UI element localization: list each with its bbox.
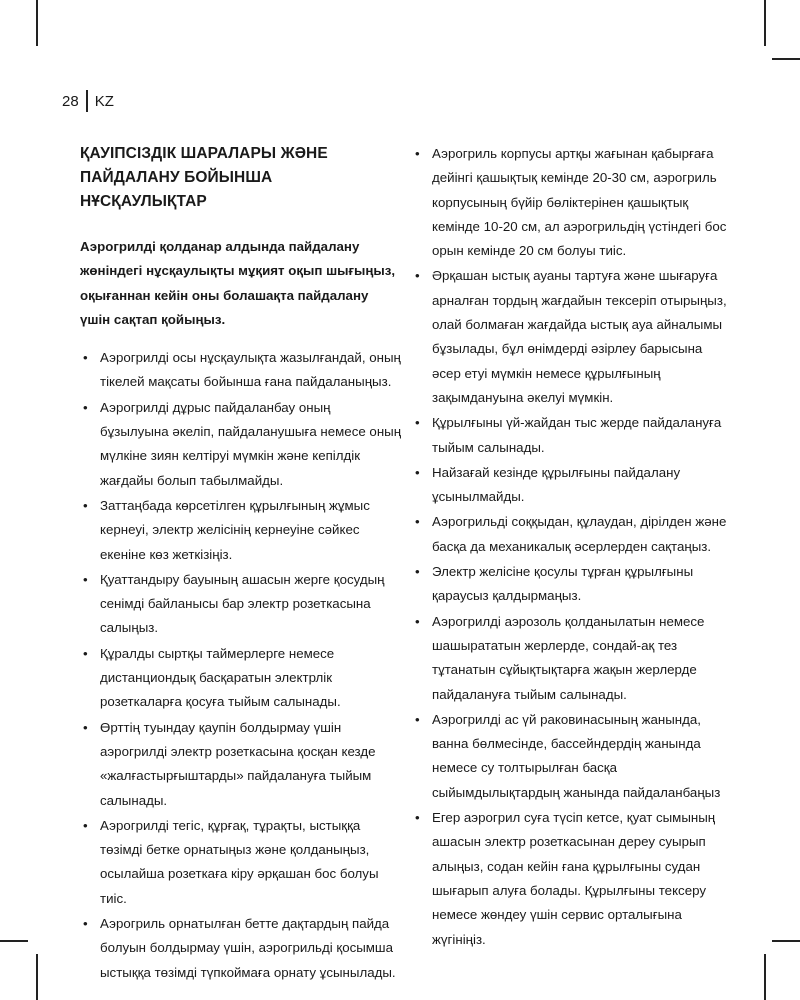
list-item: • Аэрогрилді аэрозоль қолданылатын немесе шашырататын жерлерде, сондай-ақ тез тұтанатын сұйықтықтарға жақын жерлерде пайдалануға тыйым салынады. [412, 610, 734, 707]
crop-mark-bottom-left-h [0, 940, 28, 942]
section-title: ҚАУІПСІЗДІК ШАРАЛАРЫ ЖӘНЕ ПАЙДАЛАНУ БОЙЫНША НҰСҚАУЛЫҚТАР [80, 145, 328, 210]
bullet-icon: • [415, 711, 420, 727]
bullet-icon: • [83, 399, 88, 415]
bullet-icon: • [83, 497, 88, 513]
bullet-icon: • [415, 146, 420, 161]
list-item: • Қуаттандыру бауының ашасын жерге қосудың сенімді байланысы бар электр розеткасына салыңыз. [80, 568, 402, 641]
bullet-icon: • [415, 464, 420, 480]
language-code: KZ [94, 92, 114, 110]
bullet-icon: • [415, 514, 420, 530]
list-item: • Аэрогрилді осы нұсқаулықта жазылғандай, оның тікелей мақсаты бойынша ғана пайдаланыңыз. [80, 346, 402, 395]
bullet-icon: • [415, 268, 420, 284]
crop-mark-bottom-right [764, 954, 766, 1000]
page-number: 28 [62, 92, 79, 110]
crop-mark-top-right [764, 0, 766, 46]
bullet-icon: • [83, 719, 88, 735]
right-column [412, 142, 734, 953]
right-safety-list [412, 142, 734, 952]
list-item: • Аэрогрилді тегіс, құрғақ, тұрақты, ыстыққа төзімді бетке орнатыңыз және қолданыңыз, осылайша розеткаға кіру әрқашан бос болуы тиіс. [80, 814, 402, 911]
list-item: • Өрттің туындау қаупін болдырмау үшін аэрогрилді электр розеткасына қосқан кезде «жалғастырғыштарды» пайдалануға тыйым салынады. [80, 716, 402, 813]
bullet-icon: • [415, 613, 420, 629]
list-item: • Құрылғыны үй-жайдан тыс жерде пайдалануға тыйым салынады. [412, 411, 734, 460]
bullet-icon: • [83, 645, 88, 661]
bullet-icon: • [83, 916, 88, 932]
bullet-icon: • [415, 415, 420, 431]
list-item: • Әрқашан ыстық ауаны тартуға және шығаруға арналған тордың жағдайын тексеріп отырыңыз, олай болмаған жағдайда ыстық ауа айналымы бұзылады, бұл өнімдерді әзірлеу барысына әсер етуі мүмкін немесе құрылғының зақымдануына әкелуі мүмкін. [412, 264, 734, 410]
list-item: • Найзағай кезінде құрылғыны пайдалану ұсынылмайды. [412, 461, 734, 510]
bullet-icon: • [415, 564, 420, 580]
left-safety-list [80, 346, 402, 985]
bullet-icon: • [83, 571, 88, 587]
crop-mark-bottom-left [36, 954, 38, 1000]
list-item: • Аэрогрилді дұрыс пайдаланбау оның бұзылуына әкеліп, пайдаланушыға немесе оның мүлкіне зиян келтіруі мүмкін және кепілдік жағдайы болып табылмайды. [80, 396, 402, 493]
crop-mark-top-right-h [772, 58, 800, 60]
list-item: • Құралды сыртқы таймерлерге немесе дистанциондық басқаратын электрлік розеткаларға қосуға тыйым салынады. [80, 642, 402, 715]
bullet-icon: • [415, 810, 420, 826]
list-item: • Аэрогрильді соққыдан, құлаудан, дірілден және басқа да механикалық әсерлерден сақтаңыз. [412, 510, 734, 559]
list-item: • Электр желісіне қосулы тұрған құрылғыны қараусыз қалдырмаңыз. [412, 560, 734, 609]
bullet-icon: • [83, 817, 88, 833]
bullet-icon: • [83, 350, 88, 366]
list-item: • Заттаңбада көрсетілген құрылғының жұмыс кернеуі, электр желісінің кернеуіне сәйкес екеніне көз жеткізіңіз. [80, 494, 402, 567]
page-header [62, 90, 114, 112]
list-item: • Аэрогриль корпусы артқы жағынан қабырғаға дейінгі қашықтық кемінде 20-30 см, аэрогриль корпусының бүйір бөліктерінен қашықтық кемінде 10-20 см, ал аэрогрильдің үстіндегі бос орын кемінде 20 см болуы тиіс. [412, 142, 734, 263]
list-item: • Аэрогриль орнатылған бетте дақтардың пайда болуын болдырмау үшін, аэрогрильді қосымша ыстыққа төзімді түпкоймаға орнату ұсынылады. [80, 912, 402, 985]
list-item: • Егер аэрогрил суға түсіп кетсе, қуат сымының ашасын электр розеткасынан дереу суырып алыңыз, содан кейін ғана құрылғыны судан шығарып алуға болады. Құрылғыны тексеру немесе жөндеу үшін сервис орталығына жүгініңіз. [412, 806, 734, 952]
left-column [80, 142, 402, 986]
crop-mark-bottom-right-h [772, 940, 800, 942]
intro-paragraph: Аэрогрилді қолданар алдында пайдалану жөніндегі нұсқаулықты мұқият оқып шығыңыз, оқығаннан кейін оны болашақта пайдалану үшін сақтап қойыңыз. [80, 239, 396, 327]
crop-mark-top-left [36, 0, 38, 46]
list-item: • Аэрогрилді ас үй раковинасының жанында, ванна бөлмесінде, бассейндердің жанында немесе су толтырылған басқа сыйымдылықтардың жанында пайдаланбаңыз [412, 708, 734, 805]
